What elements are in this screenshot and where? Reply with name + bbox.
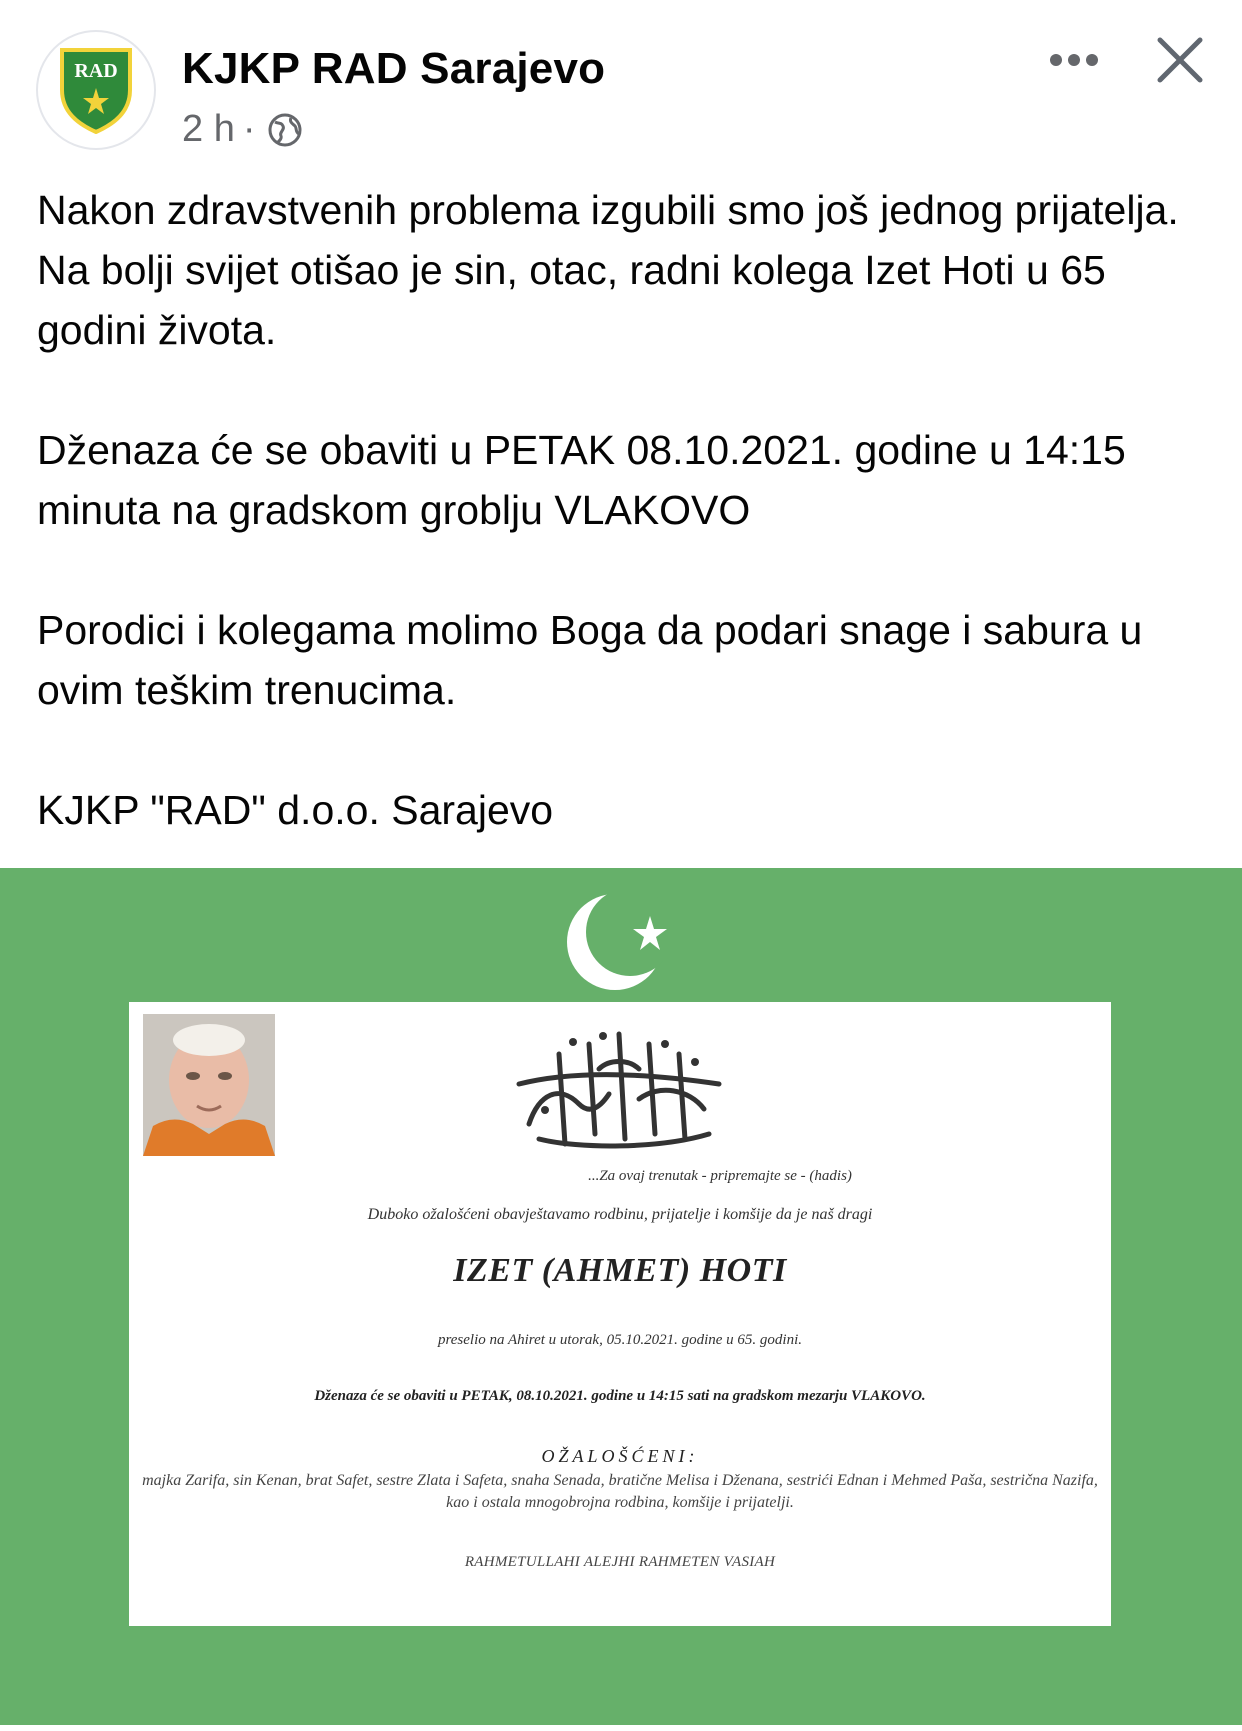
close-button[interactable] (1150, 30, 1210, 90)
globe-icon (267, 112, 303, 148)
shield-logo-icon (58, 46, 134, 134)
funeral-info: Dženaza će se obaviti u PETAK, 08.10.2021. godine u 14:15 sati na gradskom mezarju VLAKOVO. (314, 1388, 926, 1404)
post-paragraph: KJKP "RAD" d.o.o. Sarajevo (37, 787, 554, 833)
obituary-card (129, 1002, 1111, 1626)
post-time[interactable]: 2 h (182, 108, 235, 150)
mourners-list: majka Zarifa, sin Kenan, brat Safet, sestre Zlata i Safeta, snaha Senada, bratične Melisa i Dženana, sestrići Ednan i Mehmed Paša, sestrična Nazifa, kao i ostala mnogobrojna rodbina, komšije i prijatelji. (142, 1472, 1098, 1511)
more-options-button[interactable] (1042, 40, 1106, 80)
closing-prayer: RAHMETULLAHI ALEJHI RAHMETEN VASIAH (464, 1554, 776, 1570)
crescent-star-icon (560, 880, 680, 1000)
arabic-calligraphy-icon (499, 1014, 739, 1164)
page-name[interactable]: KJKP RAD Sarajevo (182, 44, 606, 93)
hadith-quote: ...Za ovaj trenutak - pripremajte se - (hadis) (588, 1168, 852, 1184)
obituary-image[interactable] (0, 868, 1242, 1725)
more-dots-icon (1049, 53, 1099, 67)
meta-separator: · (242, 108, 256, 150)
post-paragraph: Nakon zdravstvenih problema izgubili smo još jednog prijatelja. Na bolji svijet otišao je sin, otac, radni kolega Izet Hoti u 65 godini života. (37, 187, 1179, 353)
mourners-title: OŽALOŠĆENI: (541, 1446, 699, 1466)
post-paragraph: Porodici i kolegama molimo Boga da podari snage i sabura u ovim teškim trenucima. (37, 607, 1143, 713)
svg-text:RAD: RAD (74, 60, 118, 82)
post-paragraph: Dženaza će se obaviti u PETAK 08.10.2021. godine u 14:15 minuta na gradskom groblju VLAKOVO (37, 427, 1126, 533)
page-avatar[interactable] (36, 30, 156, 150)
post-meta (182, 108, 303, 151)
deceased-name: IZET (AHMET) HOTI (453, 1252, 787, 1289)
post-message (37, 180, 1217, 840)
notice-intro: Duboko ožalošćeni obavještavamo rodbinu, prijatelje i komšije da je naš dragi (367, 1206, 873, 1223)
post-header (0, 0, 1242, 160)
passing-date: preselio na Ahiret u utorak, 05.10.2021. godine u 65. godini. (437, 1332, 802, 1348)
deceased-photo (143, 1014, 275, 1156)
close-icon (1150, 30, 1210, 90)
